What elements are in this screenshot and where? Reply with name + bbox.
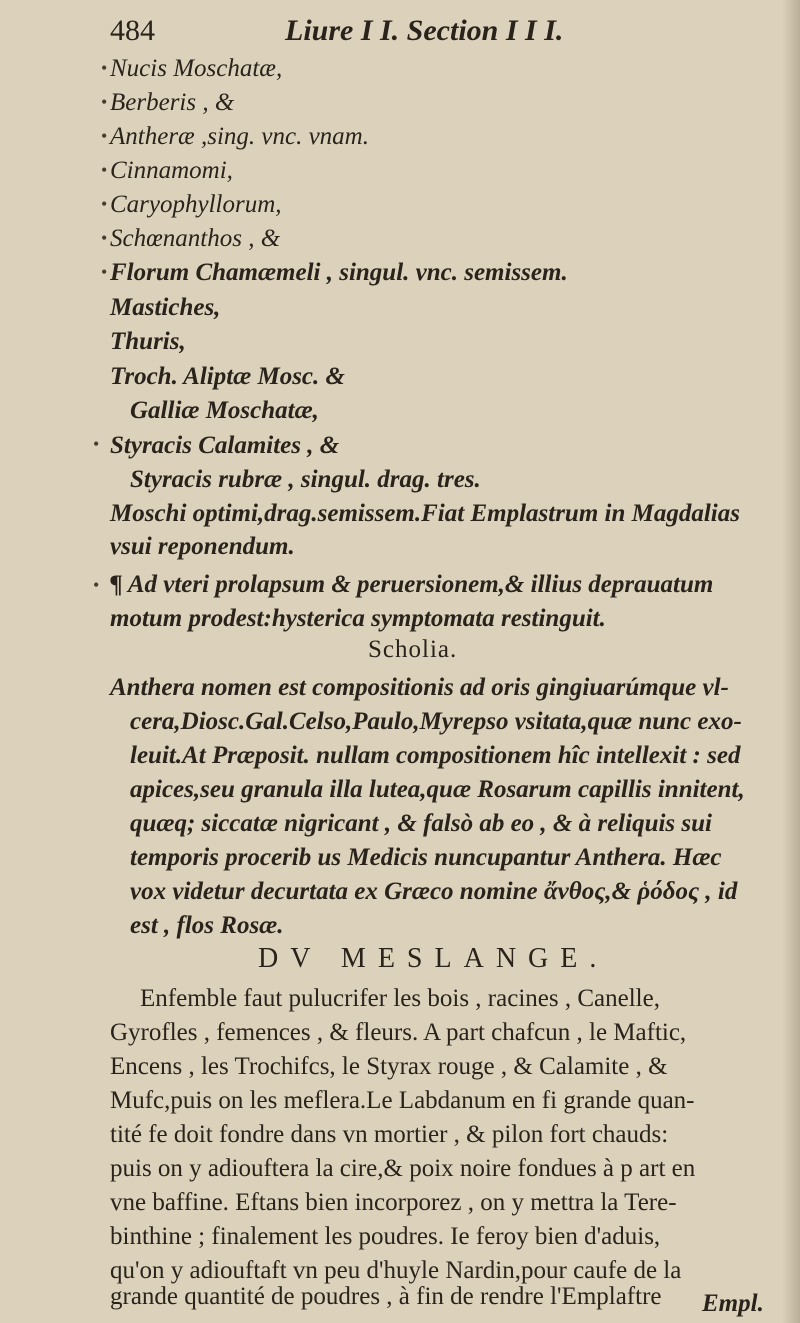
page-edge: [782, 0, 800, 1323]
bullet-mark: •: [101, 58, 108, 78]
recipe-line: Cinnamomi,: [110, 157, 233, 184]
recipe-line: Moschi optimi,drag.semissem.Fiat Emplastrum in Magdalias: [110, 500, 740, 527]
recipe-line: ¶ Ad vteri prolapsum & peruersionem,& illius deprauatum: [110, 571, 714, 598]
bullet-mark: •: [93, 575, 100, 595]
french-line: qu'on y adiouftaft vn peu d'huyle Nardin,pour caufe de la: [110, 1257, 682, 1284]
recipe-line: Mastiches,: [110, 294, 221, 321]
bullet-mark: •: [101, 262, 108, 282]
recipe-line: Caryophyllorum,: [110, 191, 282, 218]
french-line: tité fe doit fondre dans vn mortier , & pilon fort chauds:: [110, 1121, 669, 1148]
french-line: vne baffine. Eftans bien incorporez , on y mettra la Tere-: [110, 1189, 677, 1216]
recipe-line: Schœnanthos , &: [110, 225, 281, 252]
scholia-line: cera,Diosc.Gal.Celso,Paulo,Myrepso vsitata,quæ nunc exo-: [130, 708, 742, 735]
bullet-mark: •: [101, 194, 108, 214]
french-line: puis on y adiouftera la cire,& poix noire fondues à p art en: [110, 1155, 696, 1182]
recipe-line: Antheræ ,sing. vnc. vnam.: [110, 123, 369, 150]
french-line: Gyrofles , femences , & fleurs. A part chafcun , le Maftic,: [110, 1019, 687, 1046]
bullet-mark: •: [101, 160, 108, 180]
page-number: 484: [110, 14, 155, 47]
bullet-mark: •: [101, 126, 108, 146]
scholia-line: est , flos Rosæ.: [130, 912, 284, 939]
scholia-line: apices,seu granula illa lutea,quæ Rosarum capillis innitent,: [130, 776, 745, 803]
french-line: Mufc,puis on les meflera.Le Labdanum en fi grande quan-: [110, 1087, 695, 1114]
scholia-line: temporis procerib us Medicis nuncupantur Anthera. Hæc: [130, 844, 722, 871]
running-title: Liure I I. Section I I I.: [285, 14, 564, 47]
scholia-line: quæq; siccatæ nigricant , & falsò ab eo , & à reliquis sui: [130, 810, 712, 837]
scholia-line: leuit.At Præposit. nullam compositionem hîc intellexit : sed: [130, 742, 741, 769]
recipe-line: Styracis Calamites , &: [110, 432, 340, 459]
recipe-line: vsui reponendum.: [110, 533, 295, 560]
page-header: [110, 14, 710, 54]
french-line: Enfemble faut pulucrifer les bois , racines , Canelle,: [140, 985, 660, 1012]
recipe-line: Thuris,: [110, 328, 186, 355]
french-line: grande quantité de poudres , à fin de rendre l'Emplaftre: [110, 1283, 662, 1310]
french-line: binthine ; finalement les poudres. Ie feroy bien d'aduis,: [110, 1223, 661, 1250]
recipe-line: Florum Chamæmeli , singul. vnc. semissem.: [110, 259, 568, 286]
scholia-heading: Scholia.: [368, 636, 458, 663]
scholia-line: vox videtur decurtata ex Græco nomine ἄνθος,& ῥόδος , id: [130, 878, 738, 905]
scholia-line: Anthera nomen est compositionis ad oris gingiuarúmque vl-: [110, 674, 729, 701]
recipe-line: Berberis , &: [110, 89, 235, 116]
catchword: Empl.: [702, 1290, 764, 1317]
bullet-mark: •: [101, 228, 108, 248]
section-heading: DV MESLANGE.: [258, 943, 609, 974]
bullet-mark: •: [101, 92, 108, 112]
recipe-line: Nucis Moschatæ,: [110, 55, 283, 82]
recipe-line: motum prodest:hysterica symptomata restinguit.: [110, 605, 606, 632]
french-line: Encens , les Trochifcs, le Styrax rouge , & Calamite , &: [110, 1053, 668, 1080]
bullet-mark: •: [93, 434, 100, 454]
recipe-line: Styracis rubræ , singul. drag. tres.: [130, 466, 481, 493]
recipe-line: Galliæ Moschatæ,: [130, 397, 319, 424]
recipe-line: Troch. Aliptæ Mosc. &: [110, 363, 345, 390]
